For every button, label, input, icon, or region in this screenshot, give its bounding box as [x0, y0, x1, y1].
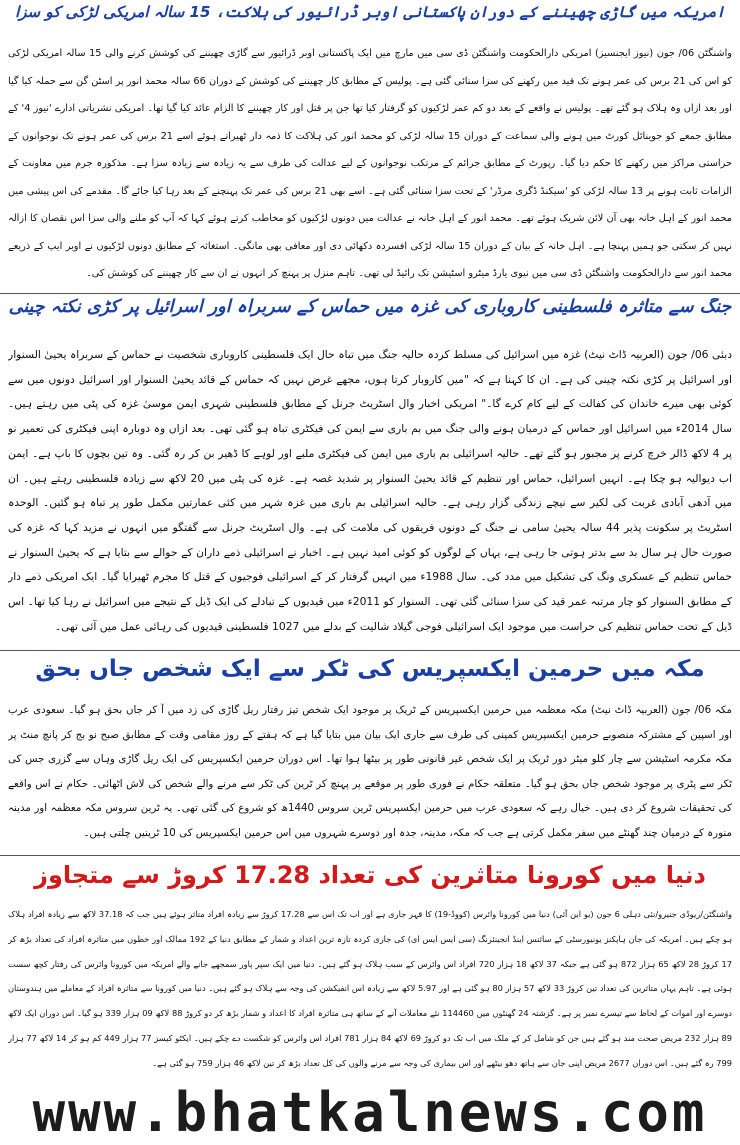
article-1-headline: امریکہ میں گاڑی چھیننے کے دوران پاکستانی اوبر ڈرائیور کی ہلاکت، 15 سالہ امریکی لڑکی کو سزا [15, 4, 725, 21]
article-2-body: دبئی 06/ جون (العربیہ ڈاٹ نیٹ) غزہ میں اسرائیل کی مسلط کردہ حالیہ جنگ میں تباہ حال ایک فلسطینی کاروباری شخصیت نے حماس کے سربراہ یحییٰ السنوار اور اسرائیل پر کڑی نکتہ چینی کی ہے۔ ان کا کہنا ہے کہ "میں کاروبار کرتا ہوں، مجھے غرض نہیں کہ حماس کے قائد یحییٰ السنوار اور اسرائیل دونوں میں سے کوئی بھی میرے خاندان کی کفالت کے لیے کام کرے گا۔" امریکی اخبار وال اسٹریٹ جرنل کے مطابق فلسطینی شہری ایمن موسیٰ غزہ کی پٹی میں رہتے ہیں۔ سال 2014ء میں اسرائیل اور حماس کے درمیان ہونے والی جنگ میں بم باری سے ایمن کی فیکٹری تباہ ہو گئی تھی۔ بعد ازاں وہ دوبارہ اپنی فیکٹری کی تعمیر نو پر 4 لاکھ ڈالر خرچ کرنے پر مجبور ہو گئے تھے۔ حالیہ اسرائیلی بم باری میں ایمن کی فیکٹری ملبے اور لوہے کا ڈھیر بن کر رہ گئی۔ وہ تین بچوں کا باپ ہے۔ ایمن اب دیوالیہ ہو چکا ہے۔ انہیں اسرائیل، حماس اور تنظیم کے قائد یحییٰ السنوار پر شدید غصہ ہے۔ غزہ کی پٹی میں 20 لاکھ سے زیادہ فلسطینی رہتے ہیں۔ ان میں آدھی آبادی غربت کی لکیر سے نیچے زندگی گزار رہی ہے۔ حالیہ اسرائیلی بم باری میں غزہ شہر میں کئی عمارتیں مکمل طور پر تباہ ہو گئیں۔ الوحدہ اسٹریٹ پر سکونت پذیر 44 سالہ یحییٰ سامی نے جنگ کے دونوں فریقوں کی ملامت کی ہے۔ وال اسٹریٹ جرنل سے گفتگو میں انہوں نے مزید کہا کہ غزہ کی صورت حال ہر سال بد سے بدتر ہوتی جا رہی ہے، یہاں کے لوگوں کو کوئی امید نہیں ہے۔ اخبار نے اسرائیلی ذمے داران کے حوالے سے بتایا ہے کہ یحییٰ السنوار نے حماس تنظیم کے عسکری ونگ کی تشکیل میں مدد کی۔ سال 1988ء میں انہیں گرفتار کر کے اسرائیلی فوجیوں کے قتل کا مجرم ٹھیرایا گیا۔ ایک امریکی ذمے دار کے مطابق السنوار کو چار مرتبہ عمر قید کی سزا سنائی گئی تھی۔ السنوار کو 2011ء میں قیدیوں کے تبادلے کی ایک ڈیل کے نتیجے میں اسرائیل نے رہا کیا تھا۔ اس ڈیل کے تحت حماس تنظیم کی حراست میں موجود ایک اسرائیلی فوجی گیلاد شالیت کے بدلے میں 1027 فلسطینی قیدیوں کی رہائی عمل میں آئی تھی۔ [8, 348, 732, 633]
article-1-body: واشنگٹن 06/ جون (نیوز ایجنسیز) امریکی دارالحکومت واشنگٹن ڈی سی میں مارچ میں ایک پاکستانی اوبر ڈرائیور سے گاڑی چھیننے کی کوشش کرنے والی 15 سالہ امریکی لڑکی کو اس کی 21 برس کی عمر ہونے تک قید میں رکھنے کی سزا سنائی گئی ہے۔ پولیس کے مطابق کار چھیننے کی کوشش کے دوران 66 سالہ محمد انور پر اسٹن گن سے حملہ کیا گیا اور بعد ازاں وہ ہلاک ہو گئے تھے۔ پولیس نے واقعے کے بعد دو کم عمر لڑکیوں کو گرفتار کیا تھا جن پر قتل اور کار چھیننے کا الزام عائد کیا گیا تھا۔ امریکی نشریاتی ادارے 'نیوز 4' کے مطابق جمعے کو جوینائل کورٹ میں ہونے والی سماعت کے دوران 15 سالہ لڑکی کو محمد انور کی ہلاکت کا ذمہ دار ٹھیراتے ہوئے اسے 21 برس کی عمر ہونے تک نوجوانوں کے حراستی مراکز میں رکھنے کا حکم دیا گیا۔ رپورٹ کے مطابق جرائم کے مرتکب نوجوانوں کے لیے عدالت کی طرف سے یہ زیادہ سے زیادہ سزا ہے۔ مذکورہ جرم میں معاونت کے الزامات ثابت ہونے پر 13 سالہ لڑکی کو 'سیکنڈ ڈگری مرڈر' کے تحت سزا سنائی گئی ہے۔ اسے بھی 21 برس کی عمر تک پہنچنے کے بعد رہا کیا جائے گا۔ مقدمے کی اس پیشی میں محمد انور کے اہل خانہ بھی آن لائن شریک ہوئے تھے۔ محمد انور کے اہل خانہ نے عدالت میں دونوں لڑکیوں کو مخاطب کرتے ہوئے کہا کہ آپ کو ملنے والی سزا اس نقصان کا ازالہ نہیں کر سکتی جو ہمیں پہنچا ہے۔ اہل خانہ کے بیان کے دوران 15 سالہ لڑکی افسردہ دکھائی دی اور معافی بھی مانگی۔ استغاثہ کے مطابق دونوں لڑکیوں نے اوبر ایپ کے ذریعے محمد انور سے دارالحکومت واشنگٹن ڈی سی میں نیوی یارڈ میٹرو اسٹیشن تک رائیڈ لی تھی۔ تاہم منزل پر پہنچ کر انہوں نے ان سے کار چھیننے کی کوشش کی۔ [8, 48, 732, 279]
article-3-headline: مکہ میں حرمین ایکسپریس کی ٹکر سے ایک شخص جاں بحق [35, 657, 705, 682]
article-4-body: واشنگٹن/ریوڈی جنیرو/نئی دہلی 6 جون (یو این آئی) دنیا میں کورونا وائرس (کووڈ-19) کا قہر جاری ہے اور اب تک اس سے 17.28 کروڑ سے زیادہ افراد متاثر ہوئے ہیں جب کہ 37.18 لاکھ سے زیادہ افراد ہلاک ہو چکے ہیں۔ امریکہ کی جان ہاپکنز یونیورسٹی کے سائنس اینڈ انجینئرنگ (سی ایس ایس ای) کی جاری کردہ تازہ ترین اعداد و شمار کے مطابق دنیا کے 192 ممالک اور خطوں میں متاثرہ افراد کی تعداد بڑھ کر 17 کروڑ 28 لاکھ 65 ہزار 872 ہو گئی ہے جبکہ 37 لاکھ 18 ہزار 720 افراد اس وائرس کے سبب ہلاک ہو گئے ہیں۔ دنیا میں ایک سپر پاور سمجھے جانے والے امریکہ میں کورونا وائرس کی رفتار کچھ سست ہوئی ہے۔ تاہم یہاں متاثرین کی تعداد تین کروڑ 33 لاکھ 57 ہزار 80 ہو گئی ہے اور 5.97 لاکھ سے زیادہ اس انفیکشن کی وجہ سے ہلاک ہو گئے ہیں۔ دنیا میں کورونا سے متاثرہ افراد کے معاملے میں ہندوستان دوسرے اور اموات کے لحاظ سے تیسرے نمبر پر ہے۔ گزشتہ 24 گھنٹوں میں 114460 نئے معاملات آنے کے ساتھ ہی متاثرہ افراد کا اعداد و شمار بڑھ کر دو کروڑ 88 لاکھ 09 ہزار 339 ہو گیا۔ اس دوران ایک لاکھ 89 ہزار 232 مریض صحت مند ہو گئے ہیں جن کو شامل کر کے ملک میں اب تک دو کروڑ 69 لاکھ 84 ہزار 781 افراد اس وائرس کو شکست دے چکے ہیں۔ ایکٹو کیسز 77 ہزار 449 کم ہو کر 14 لاکھ 77 ہزار 799 رہ گئے ہیں۔ اس دوران 2677 مریض اپنی جان سے ہاتھ دھو بیٹھے اور اس بیماری کی وجہ سے مرنے والوں کی کل تعداد بڑھ کر تین لاکھ 46 ہزار 759 ہو گئی ہے۔ [8, 909, 732, 1068]
article-divider [0, 650, 740, 651]
article-2-headline: جنگ سے متاثرہ فلسطینی کاروباری کی غزہ میں حماس کے سربراہ اور اسرائیل پر کڑی نکتہ چینی [8, 298, 732, 317]
article-3-body: مکہ 06/ جون (العربیہ ڈاٹ نیٹ) مکہ معظمہ میں حرمین ایکسپریس کے ٹریک پر موجود ایک شخص تیز رفتار ریل گاڑی کی زد میں آ کر جاں بحق ہو گیا۔ سعودی عرب اور اسپین کے مشترکہ منصوبے حرمین ایکسپریس کمپنی کی طرف سے جاری ایک بیان میں بتایا گیا ہے کہ ہفتے کے روز مقامی وقت کے مطابق صبح نو بج کر پانچ منٹ پر مکہ مکرمہ اسٹیشن سے چار کلو میٹر دور ٹریک پر ایک شخص غیر قانونی طور پر بیٹھا ہوا تھا۔ اس دوران حرمین ایکسپریس کی ایک ریل گاڑی وہاں سے گزری جس کی ٹکر سے پٹری پر موجود شخص جاں بحق ہو گیا۔ متعلقہ حکام نے فوری طور پر موقعے پر پہنچ کر ٹرین کی ٹکر سے مرنے والے شخص کی لاش اٹھائی۔ حکام نے اس واقعے کی تحقیقات شروع کر دی ہیں۔ خیال رہے کہ سعودی عرب میں حرمین ایکسپریس ٹرین سروس 1440ھ کو شروع کی گئی تھی۔ یہ ٹرین سروس مکہ معظمہ اور مدینہ منورہ کے درمیان چند گھنٹے میں سفر مکمل کرتی ہے جب کہ مکہ، مدینہ، جدہ اور دوسرے شہروں میں اس حرمین ایکسپریس کی 10 ٹرینیں چلتی ہیں۔ [8, 704, 732, 839]
site-footer [0, 1080, 740, 1145]
article-divider [0, 293, 740, 294]
article-divider [0, 855, 740, 856]
site-url-watermark[interactable]: www.bhatkalnews.com [32, 1081, 708, 1144]
article-4-headline: دنیا میں کورونا متاثرین کی تعداد 17.28 کروڑ سے متجاوز [34, 862, 706, 889]
